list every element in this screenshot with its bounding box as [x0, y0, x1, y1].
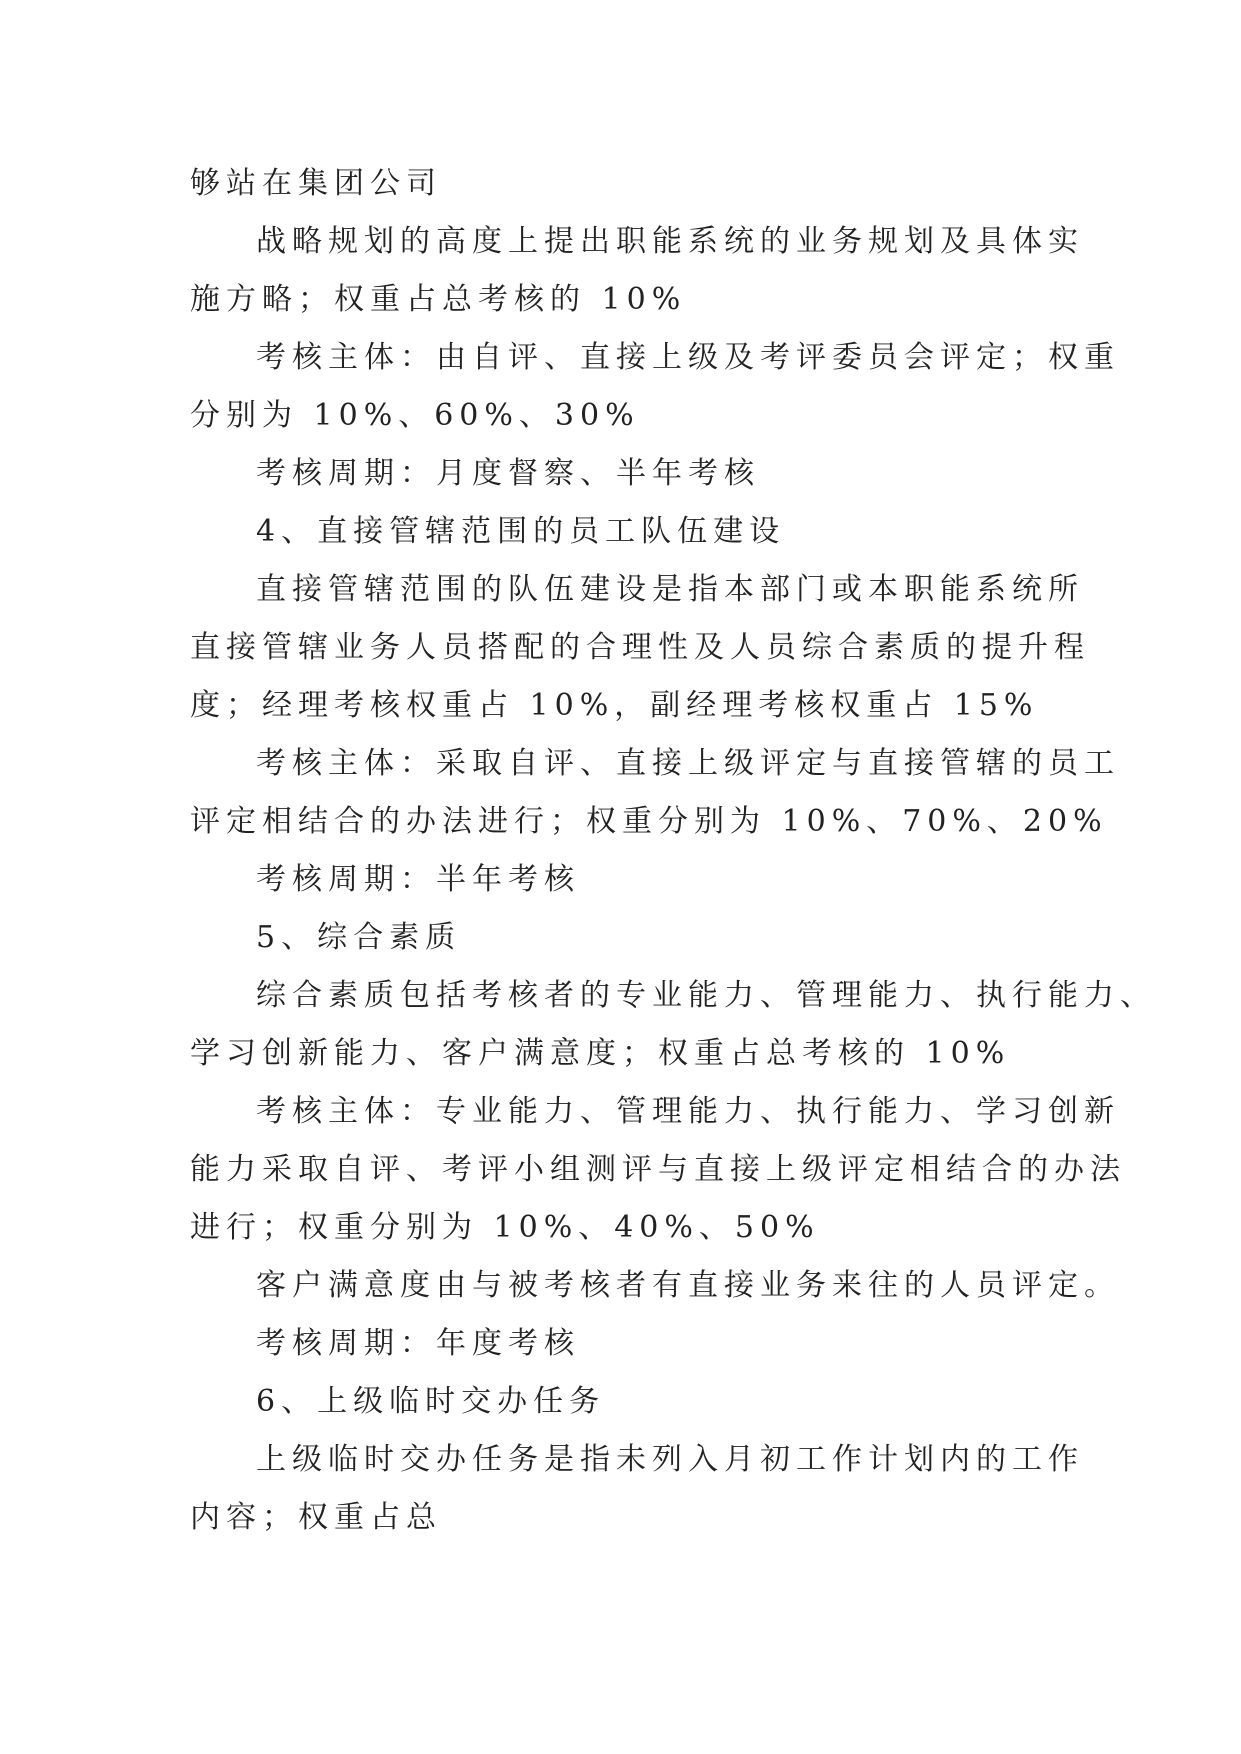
- section-heading: 5、综合素质: [256, 920, 462, 955]
- text-line: 进行；权重分别为 10%、40%、50%: [190, 1210, 820, 1245]
- text-line: 考核主体：采取自评、直接上级评定与直接管辖的员工: [256, 746, 1120, 781]
- text-line: 够站在集团公司: [190, 166, 442, 201]
- text-line: 考核主体：由自评、直接上级及考评委员会评定；权重: [256, 340, 1120, 375]
- text-line: 评定相结合的办法进行；权重分别为 10%、70%、20%: [190, 804, 1108, 839]
- text-line: 直接管辖范围的队伍建设是指本部门或本职能系统所: [256, 572, 1084, 607]
- text-line: 客户满意度由与被考核者有直接业务来往的人员评定。: [256, 1268, 1120, 1303]
- text-line: 考核周期：半年考核: [256, 862, 580, 897]
- text-line: 战略规划的高度上提出职能系统的业务规划及具体实: [256, 224, 1084, 259]
- text-line: 直接管辖业务人员搭配的合理性及人员综合素质的提升程: [190, 630, 1090, 665]
- text-line: 能力采取自评、考评小组测评与直接上级评定相结合的办法: [190, 1152, 1126, 1187]
- section-heading: 6、上级临时交办任务: [256, 1384, 606, 1419]
- section-heading: 4、直接管辖范围的员工队伍建设: [256, 514, 786, 549]
- text-line: 考核周期：年度考核: [256, 1326, 580, 1361]
- document-body: [190, 155, 1156, 1547]
- text-line: 综合素质包括考核者的专业能力、管理能力、执行能力、: [256, 978, 1156, 1013]
- text-line: 考核主体：专业能力、管理能力、执行能力、学习创新: [256, 1094, 1120, 1129]
- text-line: 施方略；权重占总考核的 10%: [190, 282, 687, 317]
- text-line: 内容；权重占总: [190, 1500, 442, 1535]
- text-line: 度；经理考核权重占 10%，副经理考核权重占 15%: [190, 688, 1039, 723]
- text-line: 上级临时交办任务是指未列入月初工作计划内的工作: [256, 1442, 1084, 1477]
- text-line: 学习创新能力、客户满意度；权重占总考核的 10%: [190, 1036, 1011, 1071]
- text-line: 考核周期：月度督察、半年考核: [256, 456, 760, 491]
- text-line: 分别为 10%、60%、30%: [190, 398, 640, 433]
